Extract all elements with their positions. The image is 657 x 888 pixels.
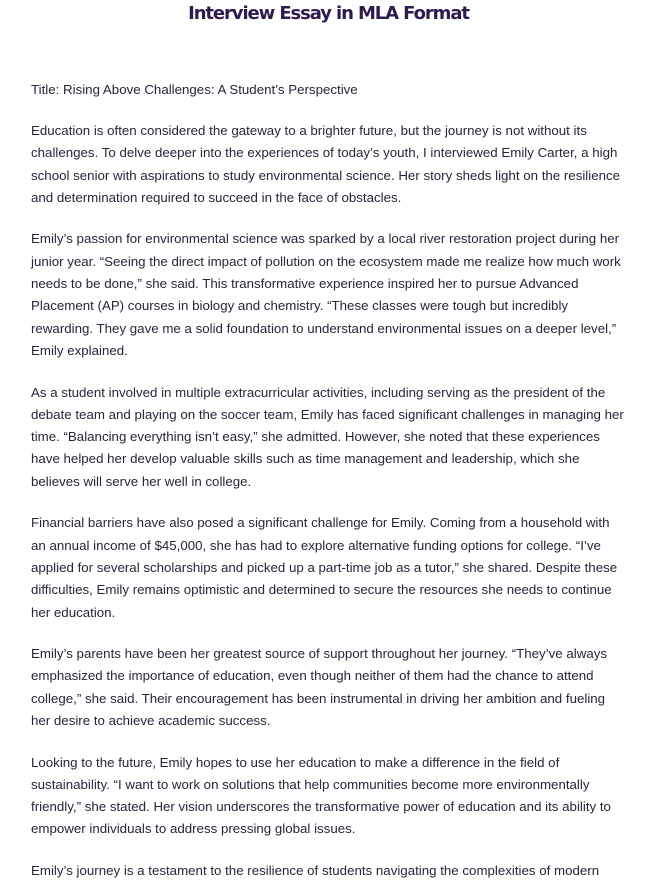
page-title: Interview Essay in MLA Format [188, 3, 469, 24]
essay-title: Title: Rising Above Challenges: A Student’s Perspective [31, 82, 358, 97]
paragraph-future-goals: Looking to the future, Emily hopes to use her education to make a difference in the field of sustainability. “I want to work on solutions that help communities become more environmentally friendly,” she stated. Her vision underscores the transformative power of education and its ability to empower individuals to address pressing global issues. [31, 754, 611, 837]
paragraph-time-management: As a student involved in multiple extracurricular activities, including serving as the president of the debate team and playing on the soccer team, Emily has faced significant challenges in managing her time. “Balancing everything isn’t easy,” she admitted. However, she noted that these experiences have helped her develop valuable skills such as time management and leadership, which she believes will serve her well in college. [31, 384, 624, 489]
essay-body [31, 79, 627, 888]
paragraph-intro: Education is often considered the gateway to a brighter future, but the journey is not without its challenges. To delve deeper into the experiences of today’s youth, I interviewed Emily Carter, a high school senior with aspirations to study environmental science. Her story sheds light on the resilience and determination required to succeed in the face of obstacles. [31, 122, 621, 205]
paragraph-financial-barriers: Financial barriers have also posed a significant challenge for Emily. Coming from a household with an annual income of $45,000, she has had to explore alternative funding options for college. “I’ve applied for several scholarships and picked up a part-time job as a tutor,” she shared. Despite these difficulties, Emily remains optimistic and determined to secure the resources she needs to continue her education. [31, 515, 618, 620]
paragraph-conclusion: Emily’s journey is a testament to the resilience of students navigating the complexities of modern [31, 863, 600, 879]
paragraph-family-support: Emily’s parents have been her greatest source of support throughout her journey. “They’ve always emphasized the importance of education, even though neither of them had the chance to attend college,” she said. Their encouragement has been instrumental in driving her ambition and fueling her desire to achieve academic success. [31, 646, 608, 728]
paragraph-passion: Emily’s passion for environmental science was sparked by a local river restoration project during her junior year. “Seeing the direct impact of pollution on the ecosystem made me realize how much work needs to be done,” she said. This transformative experience inspired her to pursue Advanced Placement (AP) courses in biology and chemistry. “These classes were tough but incredibly rewarding. They gave me a solid foundation to understand environmental issues on a deeper level,” Emily explained. [31, 231, 621, 358]
